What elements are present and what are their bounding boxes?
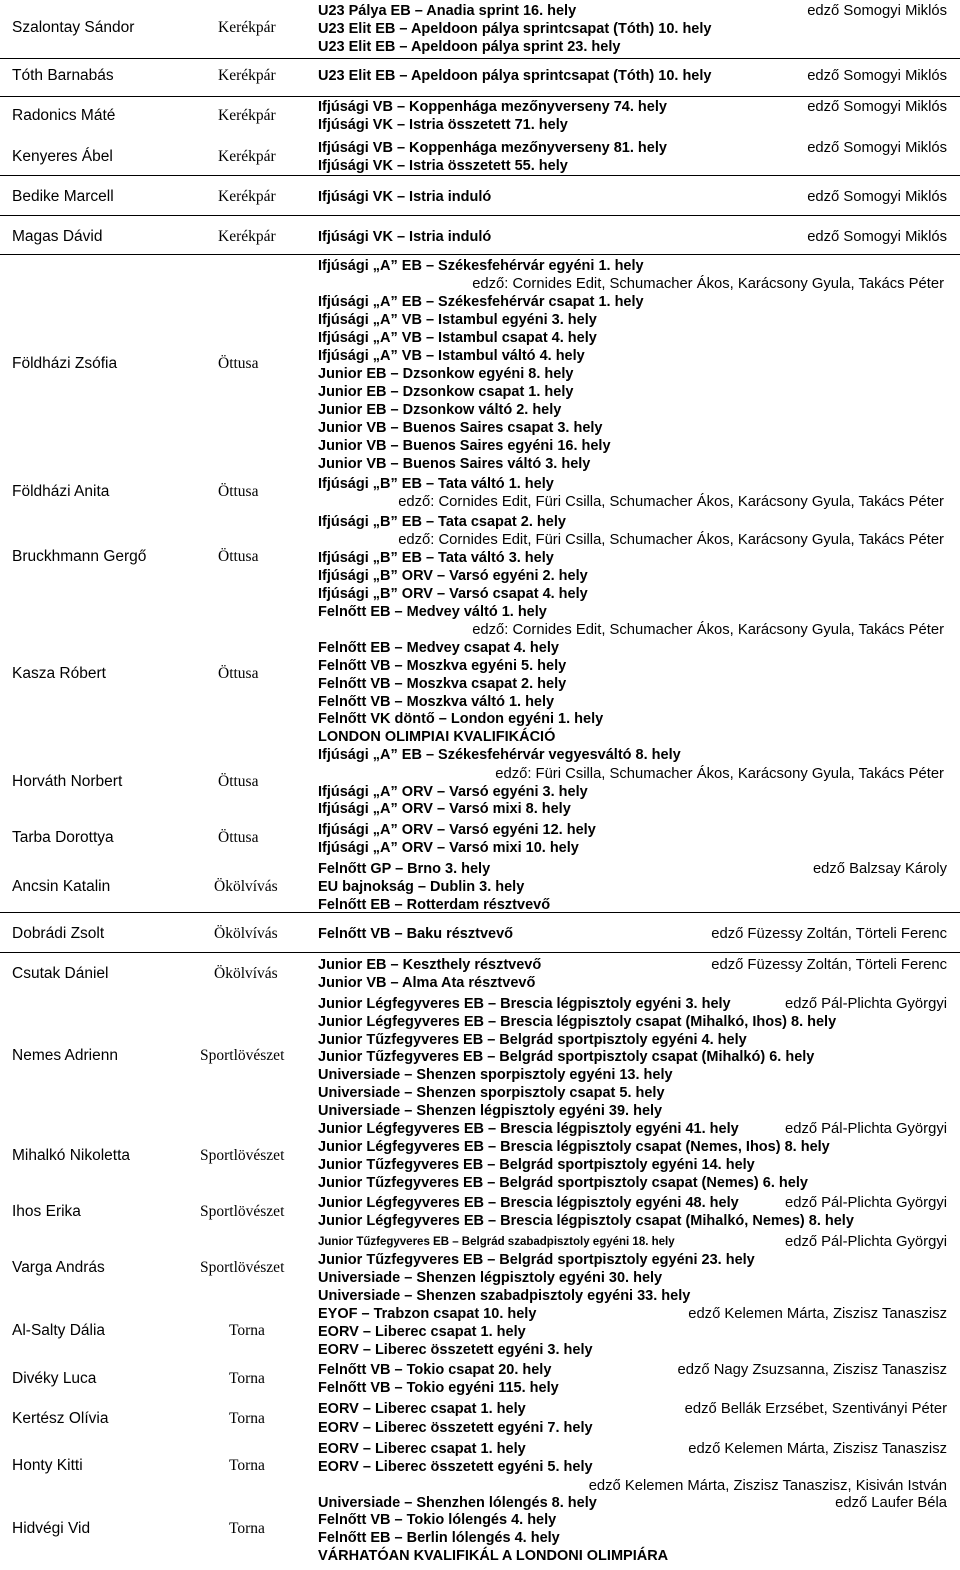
result-line: Ifjúsági „A” ORV – Varsó mixi 10. hely [318, 840, 579, 856]
result-line: Felnőtt EB – Medvey csapat 4. hely [318, 640, 559, 656]
sport-label: Kerékpár [218, 188, 276, 205]
result-line: Ifjúsági VK – Istria összetett 55. hely [318, 158, 568, 174]
sport-label: Öttusa [218, 483, 259, 500]
result-line: Junior Légfegyveres EB – Brescia légpisztoly csapat (Nemes, Ihos) 8. hely [318, 1139, 830, 1155]
result-line: Junior Légfegyveres EB – Brescia légpisztoly egyéni 41. hely [318, 1121, 739, 1137]
result-line: Junior Tűzfegyveres EB – Belgrád sportpisztoly egyéni 4. hely [318, 1032, 747, 1048]
result-line: Universiade – Shenzhen lólengés 8. hely [318, 1495, 597, 1511]
coach-line: edző Füzessy Zoltán, Törteli Ferenc [711, 957, 947, 973]
sport-label: Torna [229, 1520, 265, 1537]
sport-label: Kerékpár [218, 107, 276, 124]
coach-line: edző Somogyi Miklós [807, 140, 947, 156]
athlete-name: Dobrádi Zsolt [12, 925, 105, 942]
result-line: Junior Légfegyveres EB – Brescia légpisztoly egyéni 3. hely [318, 996, 731, 1012]
athlete-name: Al-Salty Dália [12, 1322, 106, 1339]
athlete-name: Radonics Máté [12, 107, 116, 124]
result-line: LONDON OLIMPIAI KVALIFIKÁCIÓ [318, 729, 556, 745]
sport-label: Torna [229, 1370, 265, 1387]
coach-line: edző Pál-Plichta Györgyi [784, 996, 947, 1012]
result-line: Junior VB – Buenos Saires csapat 3. hely [318, 420, 603, 436]
athlete-name: Divéky Luca [12, 1370, 97, 1387]
sport-label: Torna [229, 1410, 265, 1427]
result-line: VÁRHATÓAN KVALIFIKÁL A LONDONI OLIMPIÁRA [318, 1548, 669, 1564]
athlete-name: Kenyeres Ábel [12, 148, 113, 165]
row-divider [0, 952, 960, 953]
coach-line: edző Somogyi Miklós [807, 189, 947, 205]
result-line: U23 Pálya EB – Anadia sprint 16. hely [318, 3, 577, 19]
athlete-name: Kertész Olívia [12, 1410, 109, 1427]
result-line: Junior EB – Keszthely résztvevő [318, 957, 542, 973]
sport-label: Kerékpár [218, 148, 276, 165]
result-line: EORV – Liberec csapat 1. hely [318, 1324, 526, 1340]
coach-line: edző Somogyi Miklós [807, 229, 947, 245]
result-line: Felnőtt VB – Tokio csapat 20. hely [318, 1362, 552, 1378]
coach-line: edző Füzessy Zoltán, Törteli Ferenc [711, 926, 947, 942]
result-line: Ifjúsági VB – Koppenhága mezőnyverseny 74. hely [318, 99, 667, 115]
result-line: EORV – Liberec összetett egyéni 5. hely [318, 1459, 593, 1475]
result-line: Felnőtt EB – Rotterdam résztvevő [318, 897, 551, 913]
result-line: EORV – Liberec csapat 1. hely [318, 1441, 526, 1457]
result-line: Ifjúsági VK – Istria induló [318, 229, 492, 245]
result-line: Ifjúsági „A” EB – Székesfehérvár vegyesváltó 8. hely [318, 747, 681, 763]
result-line: Junior Légfegyveres EB – Brescia légpisztoly csapat (Mihalkó, Ihos) 8. hely [318, 1014, 837, 1030]
result-line: Junior Tűzfegyveres EB – Belgrád sportpisztoly csapat (Nemes) 6. hely [318, 1175, 808, 1191]
result-line: EYOF – Trabzon csapat 10. hely [318, 1306, 537, 1322]
result-line: Ifjúsági „B” EB – Tata csapat 2. hely [318, 514, 566, 530]
result-line: Junior VB – Alma Ata résztvevő [318, 975, 536, 991]
result-line: U23 Elit EB – Apeldoon pálya sprintcsapat (Tóth) 10. hely [318, 21, 712, 37]
athlete-name: Horváth Norbert [12, 773, 123, 790]
athlete-name: Kasza Róbert [12, 665, 106, 682]
sport-label: Öttusa [218, 548, 259, 565]
athlete-name: Nemes Adrienn [12, 1047, 118, 1064]
sport-label: Sportlövészet [200, 1047, 285, 1064]
sport-label: Sportlövészet [200, 1147, 285, 1164]
result-line: Junior Légfegyveres EB – Brescia légpisztoly csapat (Mihalkó, Nemes) 8. hely [318, 1213, 854, 1229]
sport-label: Kerékpár [218, 19, 276, 36]
result-line: EORV – Liberec csapat 1. hely [318, 1401, 526, 1417]
coach-line: edző: Füri Csilla, Schumacher Ákos, Karácsony Gyula, Takács Péter [495, 766, 944, 782]
coach-line: edző: Cornides Edit, Schumacher Ákos, Karácsony Gyula, Takács Péter [472, 276, 944, 292]
result-line: EORV – Liberec összetett egyéni 7. hely [318, 1420, 593, 1436]
athlete-name: Szalontay Sándor [12, 19, 135, 36]
result-line: Ifjúsági „A” EB – Székesfehérvár csapat 1. hely [318, 294, 644, 310]
result-line: Universiade – Shenzen sporpisztoly csapat 5. hely [318, 1085, 665, 1101]
coach-line: edző Laufer Béla [835, 1495, 947, 1511]
result-line: Junior Tűzfegyveres EB – Belgrád szabadpisztoly egyéni 18. hely [318, 1236, 675, 1248]
result-line: Felnőtt VB – Baku résztvevő [318, 926, 513, 942]
result-line: Junior Tűzfegyveres EB – Belgrád sportpisztoly egyéni 14. hely [318, 1157, 755, 1173]
athlete-name: Ancsin Katalin [12, 878, 111, 895]
result-line: Ifjúsági VB – Koppenhága mezőnyverseny 81. hely [318, 140, 667, 156]
coach-line: edző Somogyi Miklós [807, 3, 947, 19]
coach-line: edző: Cornides Edit, Füri Csilla, Schumacher Ákos, Karácsony Gyula, Takács Péter [398, 494, 944, 510]
result-line: Junior Légfegyveres EB – Brescia légpisztoly egyéni 48. hely [318, 1195, 739, 1211]
result-line: Ifjúsági „A” ORV – Varsó egyéni 12. hely [318, 822, 596, 838]
row-divider [0, 58, 960, 59]
result-line: Ifjúsági VK – Istria induló [318, 189, 492, 205]
result-line: Junior VB – Buenos Saires váltó 3. hely [318, 456, 591, 472]
result-line: Felnőtt VB – Tokio egyéni 115. hely [318, 1380, 559, 1396]
result-line: Ifjúsági „B” EB – Tata váltó 1. hely [318, 476, 554, 492]
athlete-name: Magas Dávid [12, 228, 103, 245]
result-line: Ifjúsági VK – Istria összetett 71. hely [318, 117, 568, 133]
coach-line: edző Kelemen Márta, Ziszisz Tanaszisz [688, 1441, 947, 1457]
result-line: Universiade – Shenzen sporpisztoly egyéni 13. hely [318, 1067, 673, 1083]
sport-label: Kerékpár [218, 67, 276, 84]
result-line: Universiade – Shenzen szabadpisztoly egyéni 33. hely [318, 1288, 691, 1304]
result-line: Ifjúsági „A” VB – Istambul váltó 4. hely [318, 348, 585, 364]
coach-line: edző Balzsay Károly [812, 861, 947, 877]
result-line: U23 Elit EB – Apeldoon pálya sprint 23. hely [318, 39, 621, 55]
sport-label: Öttusa [218, 665, 259, 682]
result-line: EU bajnokság – Dublin 3. hely [318, 879, 525, 895]
athlete-name: Bedike Marcell [12, 188, 114, 205]
sport-label: Ökölvívás [214, 965, 278, 982]
athlete-name: Mihalkó Nikoletta [12, 1147, 131, 1164]
result-line: Junior Tűzfegyveres EB – Belgrád sportpisztoly csapat (Mihalkó) 6. hely [318, 1049, 815, 1065]
result-line: Felnőtt GP – Brno 3. hely [318, 861, 491, 877]
coach-line: edző: Cornides Edit, Schumacher Ákos, Karácsony Gyula, Takács Péter [472, 622, 944, 638]
athlete-name: Honty Kitti [12, 1457, 83, 1474]
sport-label: Torna [229, 1322, 265, 1339]
sport-label: Öttusa [218, 355, 259, 372]
coach-line: edző Pál-Plichta Györgyi [784, 1195, 947, 1211]
result-line: Ifjúsági „A” VB – Istambul csapat 4. hely [318, 330, 597, 346]
result-line: Universiade – Shenzen légpisztoly egyéni 39. hely [318, 1103, 663, 1119]
coach-line: edző Nagy Zsuzsanna, Ziszisz Tanaszisz [677, 1362, 947, 1378]
row-divider [0, 215, 960, 216]
sport-label: Sportlövészet [200, 1203, 285, 1220]
result-line: Felnőtt VB – Moszkva csapat 2. hely [318, 676, 567, 692]
sport-label: Sportlövészet [200, 1259, 285, 1276]
row-divider [0, 96, 960, 97]
coach-line: edző Somogyi Miklós [807, 68, 947, 84]
result-line: Ifjúsági „A” EB – Székesfehérvár egyéni 1. hely [318, 258, 644, 274]
athlete-name: Ihos Erika [12, 1203, 81, 1220]
result-line: Junior EB – Dzsonkow egyéni 8. hely [318, 366, 574, 382]
result-line: Junior VB – Buenos Saires egyéni 16. hely [318, 438, 611, 454]
result-line: Junior EB – Dzsonkow váltó 2. hely [318, 402, 562, 418]
result-line: Felnőtt VB – Moszkva egyéni 5. hely [318, 658, 567, 674]
sport-label: Ökölvívás [214, 878, 278, 895]
athlete-name: Csutak Dániel [12, 965, 109, 982]
result-line: EORV – Liberec összetett egyéni 3. hely [318, 1342, 593, 1358]
coach-line: edző Pál-Plichta Györgyi [784, 1234, 947, 1250]
result-line: Ifjúsági „A” ORV – Varsó mixi 8. hely [318, 801, 571, 817]
sport-label: Öttusa [218, 829, 259, 846]
coach-line: edző: Cornides Edit, Füri Csilla, Schumacher Ákos, Karácsony Gyula, Takács Péter [398, 532, 944, 548]
sport-label: Ökölvívás [214, 925, 278, 942]
athlete-name: Hidvégi Vid [12, 1520, 91, 1537]
result-line: Felnőtt EB – Medvey váltó 1. hely [318, 604, 547, 620]
result-line: Ifjúsági „B” ORV – Varsó egyéni 2. hely [318, 568, 588, 584]
coach-line: edző Pál-Plichta Györgyi [784, 1121, 947, 1137]
result-line: Junior Tűzfegyveres EB – Belgrád sportpisztoly egyéni 23. hely [318, 1252, 755, 1268]
result-line: Universiade – Shenzen légpisztoly egyéni 30. hely [318, 1270, 663, 1286]
result-line: Felnőtt VK döntő – London egyéni 1. hely [318, 711, 604, 727]
result-line: Felnőtt VB – Tokio lólengés 4. hely [318, 1512, 557, 1528]
athlete-name: Bruckhmann Gergő [12, 548, 147, 565]
coach-line: edző Somogyi Miklós [807, 99, 947, 115]
coach-line: edző Kelemen Márta, Ziszisz Tanaszisz, Kisiván István [588, 1478, 947, 1494]
result-line: Ifjúsági „A” ORV – Varsó egyéni 3. hely [318, 784, 588, 800]
athlete-name: Tóth Barnabás [12, 67, 114, 84]
result-line: Ifjúsági „B” ORV – Varsó csapat 4. hely [318, 586, 588, 602]
coach-line: edző Kelemen Márta, Ziszisz Tanaszisz [688, 1306, 947, 1322]
result-line: U23 Elit EB – Apeldoon pálya sprintcsapat (Tóth) 10. hely [318, 68, 712, 84]
result-line: Ifjúsági „B” EB – Tata váltó 3. hely [318, 550, 554, 566]
row-divider [0, 254, 960, 255]
result-line: Ifjúsági „A” VB – Istambul egyéni 3. hely [318, 312, 597, 328]
sport-label: Torna [229, 1457, 265, 1474]
athlete-name: Földházi Zsófia [12, 355, 118, 372]
sport-label: Öttusa [218, 773, 259, 790]
athlete-name: Varga András [12, 1259, 105, 1276]
result-line: Felnőtt EB – Berlin lólengés 4. hely [318, 1530, 560, 1546]
coach-line: edző Bellák Erzsébet, Szentiványi Péter [684, 1401, 947, 1417]
sport-label: Kerékpár [218, 228, 276, 245]
result-line: Felnőtt VB – Moszkva váltó 1. hely [318, 694, 555, 710]
row-divider [0, 175, 960, 176]
athlete-name: Tarba Dorottya [12, 829, 114, 846]
athlete-name: Földházi Anita [12, 483, 110, 500]
result-line: Junior EB – Dzsonkow csapat 1. hely [318, 384, 574, 400]
